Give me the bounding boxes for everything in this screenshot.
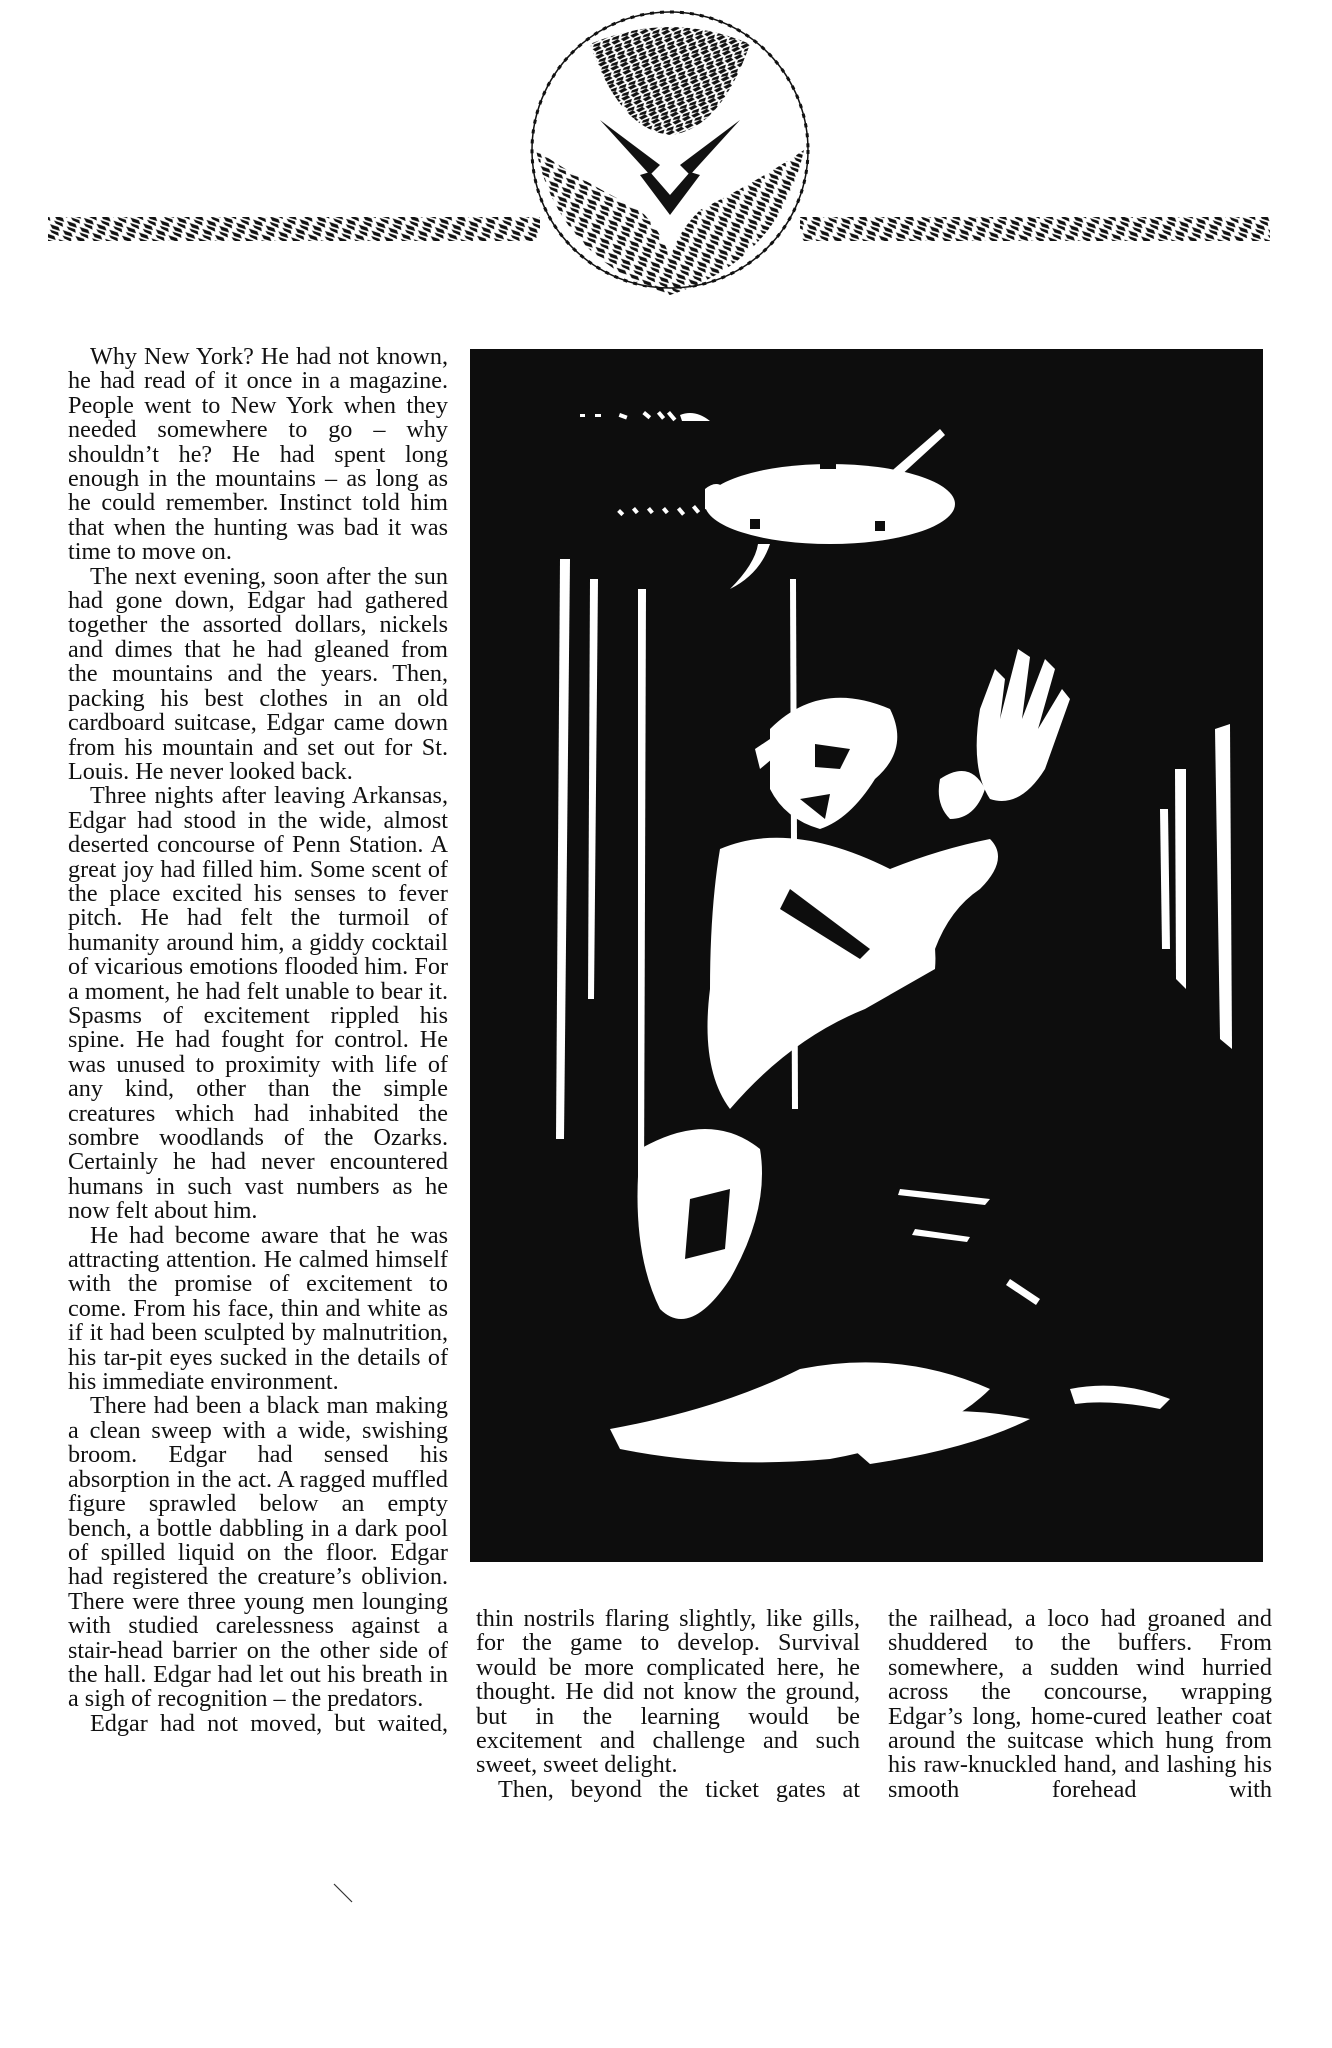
paragraph: Three nights after leaving Arkansas, Edgar had stood in the wide, almost deserted concourse of Penn Station. A great joy had filled him. Some scent of the place excited his senses to fever pitch. He had felt the turmoil of humanity around him, a giddy cocktail of vicarious emotions flooded him. For a moment, he had felt unable to bear it. Spasms of excitement rippled his spine. He had fought for control. He was unused to proximity with life of any kind, other than the simple creatures which had inhabited the sombre woodlands of the Ozarks. Certainly he had never encountered humans in such vast numbers as he now felt about him. — [68, 782, 448, 1225]
paragraph: There had been a black man making a clean sweep with a wide, swishing broom. Edgar had sensed his absorption in the act. A ragged muffled figure sprawled below an empty bench, a bottle dabbling in a dark pool of spilled liquid on the floor. Edgar had registered the creature’s oblivion. There were three young men lounging with studied carelessness against a stair-head barrier on the other side of the hall. Edgar had let out his breath in a sigh of recognition – the predators. — [68, 1392, 448, 1713]
stray-mark — [330, 1880, 360, 1910]
paragraph: thin nostrils flaring slightly, like gills, for the game to develop. Survival would be more complicated here, he thought. He did not know the ground, but in the learning would be excitement and challenge and such sweet, sweet delight. — [476, 1605, 860, 1779]
paragraph: The next evening, soon after the sun had gone down, Edgar had gathered together the assorted dollars, nickels and dimes that he had gleaned from the mountains and the years. Then, packing his best clothes in an old cardboard suitcase, Edgar came down from his mountain and set out for St. Louis. He never looked back. — [68, 562, 448, 785]
moth-wing-emblem-icon — [532, 12, 808, 295]
band-right — [800, 217, 1270, 241]
paragraph: He had become aware that he was attracting attention. He calmed himself with the promise of excitement to come. From his face, thin and white as if it had been sculpted by malnutrition, his tar-pit eyes sucked in the details of his immediate environment. — [68, 1221, 448, 1396]
paragraph: Then, beyond the ticket gates at — [498, 1775, 860, 1803]
paragraph: Edgar had not moved, but waited, — [90, 1709, 448, 1737]
text-column-2 — [476, 1607, 860, 1802]
figure-by-wall-illustration — [470, 349, 1263, 1562]
paragraph: the railhead, a loco had groaned and shuddered to the buffers. From somewhere, a sudden wind hurried across the concourse, wrapping Edgar’s long, home-cured leather coat around the suitcase which hung from his raw-knuckled hand, and lashing his smooth forehead with — [888, 1605, 1272, 1803]
header-ornament — [0, 0, 1332, 320]
paragraph: Why New York? He had not known, he had read of it once in a magazine. People went to New York when they needed somewhere to go – why shouldn’t he? He had spent long enough in the mountains – as long as he could remember. Instinct told him that when the hunting was bad it was time to move on. — [68, 343, 448, 566]
text-column-1 — [68, 345, 448, 1736]
band-left — [48, 217, 540, 241]
text-column-3 — [888, 1607, 1272, 1802]
